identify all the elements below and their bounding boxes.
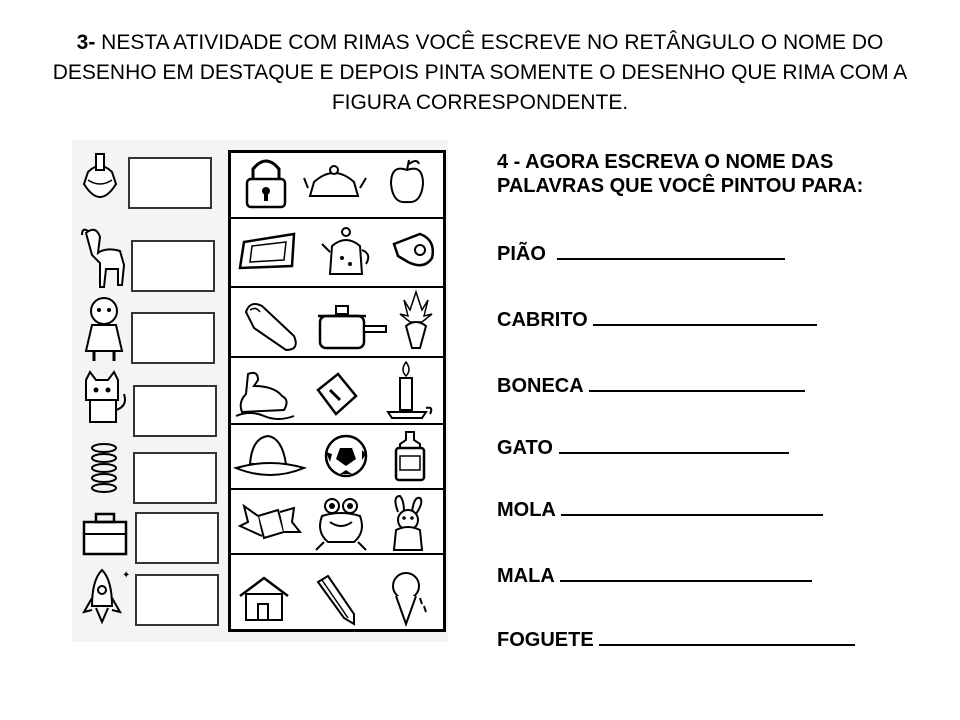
answer-box-5[interactable] bbox=[133, 452, 217, 504]
frog-icon[interactable] bbox=[314, 496, 370, 554]
answer-label: MOLA bbox=[497, 499, 556, 521]
pot-icon[interactable] bbox=[316, 298, 390, 352]
apple-icon[interactable] bbox=[385, 158, 431, 208]
hat-icon[interactable] bbox=[234, 432, 306, 486]
answer-line-mala bbox=[497, 562, 812, 588]
finger-icon[interactable] bbox=[240, 298, 302, 356]
answer-blank[interactable] bbox=[589, 372, 805, 392]
grid-divider bbox=[231, 356, 443, 358]
answer-box-2[interactable] bbox=[131, 240, 215, 292]
answer-label: MALA bbox=[497, 565, 555, 587]
glue-bottle-icon[interactable] bbox=[390, 430, 430, 486]
answer-line-mola bbox=[497, 496, 823, 522]
answer-label: PIÃO bbox=[497, 243, 546, 265]
grid-divider bbox=[231, 217, 443, 219]
soccer-ball-icon[interactable] bbox=[322, 432, 372, 482]
answer-blank[interactable] bbox=[557, 240, 785, 260]
answer-blank[interactable] bbox=[593, 306, 817, 326]
answer-label: BONECA bbox=[497, 375, 583, 397]
answer-blank[interactable] bbox=[561, 496, 823, 516]
rug-icon[interactable] bbox=[236, 228, 302, 274]
instruction-number: 3- bbox=[76, 31, 96, 54]
pineapple-icon[interactable] bbox=[396, 290, 436, 354]
whistle-icon[interactable] bbox=[390, 226, 438, 272]
doll-icon bbox=[82, 295, 128, 365]
pencil-icon[interactable] bbox=[310, 572, 360, 626]
answer-box-1[interactable] bbox=[128, 157, 212, 209]
grid-divider bbox=[231, 488, 443, 490]
duck-icon[interactable] bbox=[234, 368, 298, 422]
question-4 bbox=[497, 150, 937, 198]
candle-icon[interactable] bbox=[386, 360, 434, 424]
answer-blank[interactable] bbox=[560, 562, 812, 582]
suitcase-icon bbox=[80, 508, 132, 560]
question-4-title: 4 - AGORA ESCREVA O NOME DAS PALAVRAS QUE VOCÊ PINTOU PARA: bbox=[497, 151, 864, 197]
answer-line-piao bbox=[497, 240, 785, 266]
answer-blank[interactable] bbox=[559, 434, 789, 454]
spring-icon bbox=[86, 440, 126, 496]
teapot-icon[interactable] bbox=[322, 224, 372, 282]
rabbit-icon[interactable] bbox=[384, 494, 432, 556]
answer-line-boneca bbox=[497, 372, 805, 398]
svg-text:✦: ✦ bbox=[122, 570, 131, 581]
answer-label: FOGUETE bbox=[497, 629, 594, 651]
answer-box-7[interactable] bbox=[135, 574, 219, 626]
answer-box-3[interactable] bbox=[131, 312, 215, 364]
padlock-icon[interactable] bbox=[243, 155, 289, 211]
answer-label: GATO bbox=[497, 437, 553, 459]
answer-box-4[interactable] bbox=[133, 385, 217, 437]
answer-line-gato bbox=[497, 434, 789, 460]
house-icon[interactable] bbox=[236, 574, 294, 624]
ice-cream-icon[interactable] bbox=[382, 570, 432, 630]
answer-box-6[interactable] bbox=[135, 512, 219, 564]
cat-icon bbox=[80, 370, 130, 430]
instruction-text: NESTA ATIVIDADE COM RIMAS VOCÊ ESCREVE NO RETÂNGULO O NOME DO DESENHO EM DESTAQUE E DEPOIS PINTA SOMENTE O DESENHO QUE RIMA COM A FIGURA CORRESPONDENTE. bbox=[52, 31, 908, 114]
top-icon bbox=[78, 150, 122, 214]
answer-line-cabrito bbox=[497, 306, 817, 332]
instruction-heading bbox=[40, 28, 920, 118]
teapot-lid-icon[interactable] bbox=[304, 162, 366, 206]
candy-icon[interactable] bbox=[238, 502, 302, 548]
rocket-icon bbox=[82, 566, 132, 632]
razor-blade-icon[interactable] bbox=[314, 372, 360, 416]
grid-divider bbox=[231, 286, 443, 288]
goat-icon bbox=[80, 225, 130, 295]
answer-label: CABRITO bbox=[497, 309, 588, 331]
answer-blank[interactable] bbox=[599, 626, 855, 646]
answer-line-foguete bbox=[497, 626, 855, 652]
